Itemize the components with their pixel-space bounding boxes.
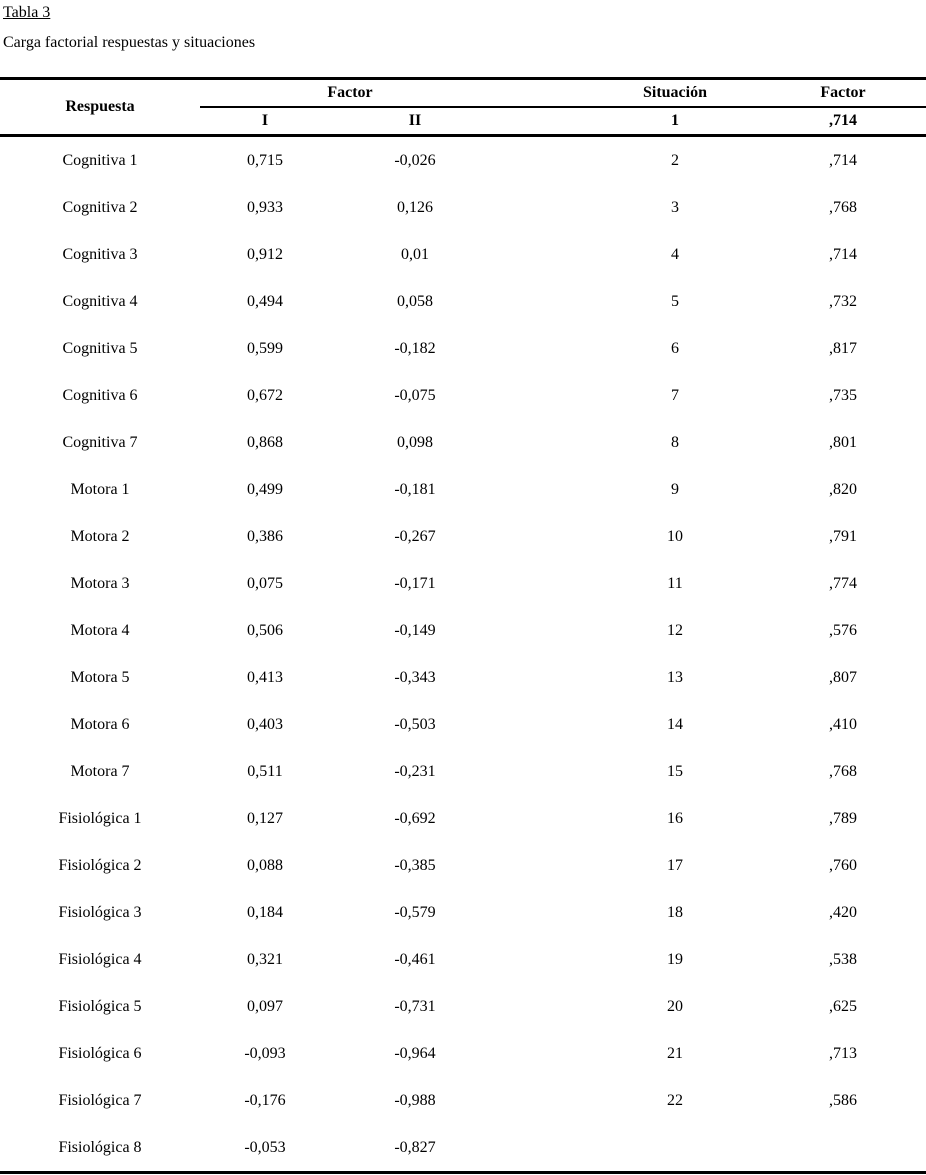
factor-cell: ,768 [829, 198, 857, 216]
respuesta-cell: Fisiológica 1 [58, 809, 142, 827]
column-header-respuesta: Respuesta [0, 79, 200, 136]
factor-i-cell: 0,868 [247, 433, 283, 451]
factor-cell: ,801 [829, 433, 857, 451]
factor-i-cell: -0,093 [244, 1044, 286, 1062]
table-row [0, 278, 926, 325]
situacion-cell: 5 [671, 292, 679, 310]
respuesta-cell: Cognitiva 1 [62, 151, 138, 169]
factor-cell: ,768 [829, 762, 857, 780]
respuesta-cell: Cognitiva 5 [62, 339, 138, 357]
table-row [0, 701, 926, 748]
situacion-cell: 15 [667, 762, 683, 780]
respuesta-cell: Cognitiva 2 [62, 198, 138, 216]
situacion-cell: 20 [667, 997, 683, 1015]
factor-cell: ,732 [829, 292, 857, 310]
column-header-factor-right: Factor [760, 79, 926, 108]
spacer-cell [500, 419, 590, 466]
factor-ii-cell: -0,503 [394, 715, 436, 733]
factor-cell: ,735 [829, 386, 857, 404]
factor-cell: ,807 [829, 668, 857, 686]
factor-i-cell: 0,321 [247, 950, 283, 968]
spacer-cell [500, 701, 590, 748]
spacer-cell [500, 513, 590, 560]
column-group-header-factor: Factor [200, 79, 500, 108]
factor-i-cell: 0,599 [247, 339, 283, 357]
table-body [0, 136, 926, 1173]
respuesta-cell: Fisiológica 5 [58, 997, 142, 1015]
spacer-cell [500, 1124, 590, 1173]
spacer-cell [500, 1030, 590, 1077]
factor-i-cell: 0,511 [247, 762, 283, 780]
factor-cell: ,791 [829, 527, 857, 545]
spacer-cell [500, 748, 590, 795]
situacion-cell: 11 [667, 574, 683, 592]
table-row [0, 136, 926, 185]
factor-i-cell: 0,097 [247, 997, 283, 1015]
factor-cell: ,586 [829, 1091, 857, 1109]
table-row [0, 607, 926, 654]
table-row [0, 795, 926, 842]
factor-i-cell: 0,933 [247, 198, 283, 216]
factor-ii-cell: -0,182 [394, 339, 436, 357]
respuesta-cell: Motora 3 [70, 574, 130, 592]
respuesta-cell: Cognitiva 6 [62, 386, 138, 404]
factor-cell: ,714 [829, 245, 857, 263]
factor-i-cell: 0,413 [247, 668, 283, 686]
column-subheader-factor-i: I [200, 107, 330, 136]
factor-i-cell: 0,403 [247, 715, 283, 733]
factor-ii-cell: -0,964 [394, 1044, 436, 1062]
factor-cell: ,714 [829, 151, 857, 169]
factor-ii-cell: -0,988 [394, 1091, 436, 1109]
table-row [0, 1030, 926, 1077]
spacer-cell [500, 560, 590, 607]
factor-cell: ,420 [829, 903, 857, 921]
table-row [0, 419, 926, 466]
table-row [0, 231, 926, 278]
respuesta-cell: Fisiológica 4 [58, 950, 142, 968]
factor-ii-cell: 0,098 [397, 433, 433, 451]
respuesta-cell: Motora 2 [70, 527, 130, 545]
factor-ii-cell: -0,343 [394, 668, 436, 686]
table-row [0, 983, 926, 1030]
factor-i-cell: -0,053 [244, 1138, 286, 1156]
respuesta-cell: Cognitiva 3 [62, 245, 138, 263]
factor-ii-cell: -0,181 [394, 480, 436, 498]
factor-loadings-table [0, 77, 926, 1174]
factor-ii-cell: -0,149 [394, 621, 436, 639]
spacer-cell [500, 184, 590, 231]
factor-ii-cell: 0,01 [401, 245, 429, 263]
factor-ii-cell: -0,579 [394, 903, 436, 921]
spacer-cell [500, 231, 590, 278]
situacion-cell: 9 [671, 480, 679, 498]
factor-ii-cell: -0,171 [394, 574, 436, 592]
situacion-first-value: 1 [590, 107, 760, 136]
spacer-cell [500, 278, 590, 325]
situacion-cell: 21 [667, 1044, 683, 1062]
situacion-cell: 4 [671, 245, 679, 263]
situacion-cell: 14 [667, 715, 683, 733]
spacer-cell [500, 889, 590, 936]
factor-i-cell: 0,715 [247, 151, 283, 169]
spacer-subheader-cell [500, 107, 590, 136]
column-subheader-factor-ii: II [330, 107, 500, 136]
spacer-cell [500, 607, 590, 654]
table-row [0, 842, 926, 889]
spacer-cell [500, 842, 590, 889]
respuesta-cell: Cognitiva 7 [62, 433, 138, 451]
respuesta-cell: Motora 5 [70, 668, 130, 686]
spacer-cell [500, 325, 590, 372]
factor-cell: ,625 [829, 997, 857, 1015]
situacion-cell: 17 [667, 856, 683, 874]
factor-ii-cell: -0,731 [394, 997, 436, 1015]
table-row [0, 466, 926, 513]
factor-ii-cell: -0,075 [394, 386, 436, 404]
factor-cell: ,410 [829, 715, 857, 733]
situacion-cell: 19 [667, 950, 683, 968]
spacer-cell [500, 795, 590, 842]
situacion-cell: 2 [671, 151, 679, 169]
spacer-header-cell [500, 79, 590, 108]
situacion-cell: 12 [667, 621, 683, 639]
factor-cell: ,576 [829, 621, 857, 639]
factor-ii-cell: -0,026 [394, 151, 436, 169]
spacer-cell [500, 983, 590, 1030]
factor-i-cell: 0,184 [247, 903, 283, 921]
factor-cell: ,713 [829, 1044, 857, 1062]
spacer-cell [500, 936, 590, 983]
respuesta-cell: Fisiológica 6 [58, 1044, 142, 1062]
factor-cell: ,789 [829, 809, 857, 827]
table-row [0, 513, 926, 560]
factor-cell [760, 1124, 926, 1173]
respuesta-cell: Fisiológica 2 [58, 856, 142, 874]
table-row [0, 372, 926, 419]
table-row [0, 654, 926, 701]
situacion-cell: 3 [671, 198, 679, 216]
factor-cell: ,817 [829, 339, 857, 357]
spacer-cell [500, 136, 590, 185]
respuesta-cell: Motora 7 [70, 762, 130, 780]
factor-i-cell: 0,386 [247, 527, 283, 545]
spacer-cell [500, 1077, 590, 1124]
factor-ii-cell: -0,461 [394, 950, 436, 968]
spacer-cell [500, 654, 590, 701]
situacion-cell: 6 [671, 339, 679, 357]
header-row-1 [0, 79, 926, 108]
spacer-cell [500, 466, 590, 513]
table-row [0, 748, 926, 795]
factor-ii-cell: -0,827 [394, 1138, 436, 1156]
respuesta-cell: Motora 1 [70, 480, 130, 498]
spacer-cell [500, 372, 590, 419]
table-row [0, 1124, 926, 1173]
situacion-cell: 7 [671, 386, 679, 404]
respuesta-cell: Motora 6 [70, 715, 130, 733]
factor-ii-cell: 0,126 [397, 198, 433, 216]
respuesta-cell: Cognitiva 4 [62, 292, 138, 310]
table-header [0, 79, 926, 136]
factor-i-cell: 0,672 [247, 386, 283, 404]
factor-ii-cell: -0,231 [394, 762, 436, 780]
respuesta-cell: Motora 4 [70, 621, 130, 639]
factor-ii-cell: -0,267 [394, 527, 436, 545]
factor-cell: ,538 [829, 950, 857, 968]
situacion-cell: 13 [667, 668, 683, 686]
table-caption: Carga factorial respuestas y situaciones [3, 34, 256, 51]
situacion-cell: 8 [671, 433, 679, 451]
situacion-cell: 18 [667, 903, 683, 921]
factor-i-cell: 0,912 [247, 245, 283, 263]
factor-i-cell: 0,494 [247, 292, 283, 310]
factor-cell: ,760 [829, 856, 857, 874]
factor-ii-cell: -0,385 [394, 856, 436, 874]
situacion-cell: 16 [667, 809, 683, 827]
column-header-situacion: Situación [590, 79, 760, 108]
situacion-cell: 22 [667, 1091, 683, 1109]
table-row [0, 889, 926, 936]
situacion-cell [590, 1124, 760, 1173]
factor-ii-cell: -0,692 [394, 809, 436, 827]
factor-i-cell: 0,506 [247, 621, 283, 639]
factor-i-cell: -0,176 [244, 1091, 286, 1109]
factor-i-cell: 0,127 [247, 809, 283, 827]
respuesta-cell: Fisiológica 3 [58, 903, 142, 921]
factor-cell: ,774 [829, 574, 857, 592]
table-row [0, 936, 926, 983]
table-row [0, 184, 926, 231]
table-row [0, 560, 926, 607]
factor-i-cell: 0,075 [247, 574, 283, 592]
factor-i-cell: 0,499 [247, 480, 283, 498]
table-row [0, 1077, 926, 1124]
factor-ii-cell: 0,058 [397, 292, 433, 310]
respuesta-cell: Fisiológica 8 [58, 1138, 142, 1156]
factor-i-cell: 0,088 [247, 856, 283, 874]
table-number: Tabla 3 [3, 4, 51, 21]
factor-cell: ,820 [829, 480, 857, 498]
situacion-cell: 10 [667, 527, 683, 545]
respuesta-cell: Fisiológica 7 [58, 1091, 142, 1109]
table-row [0, 325, 926, 372]
factor-first-value: ,714 [760, 107, 926, 136]
